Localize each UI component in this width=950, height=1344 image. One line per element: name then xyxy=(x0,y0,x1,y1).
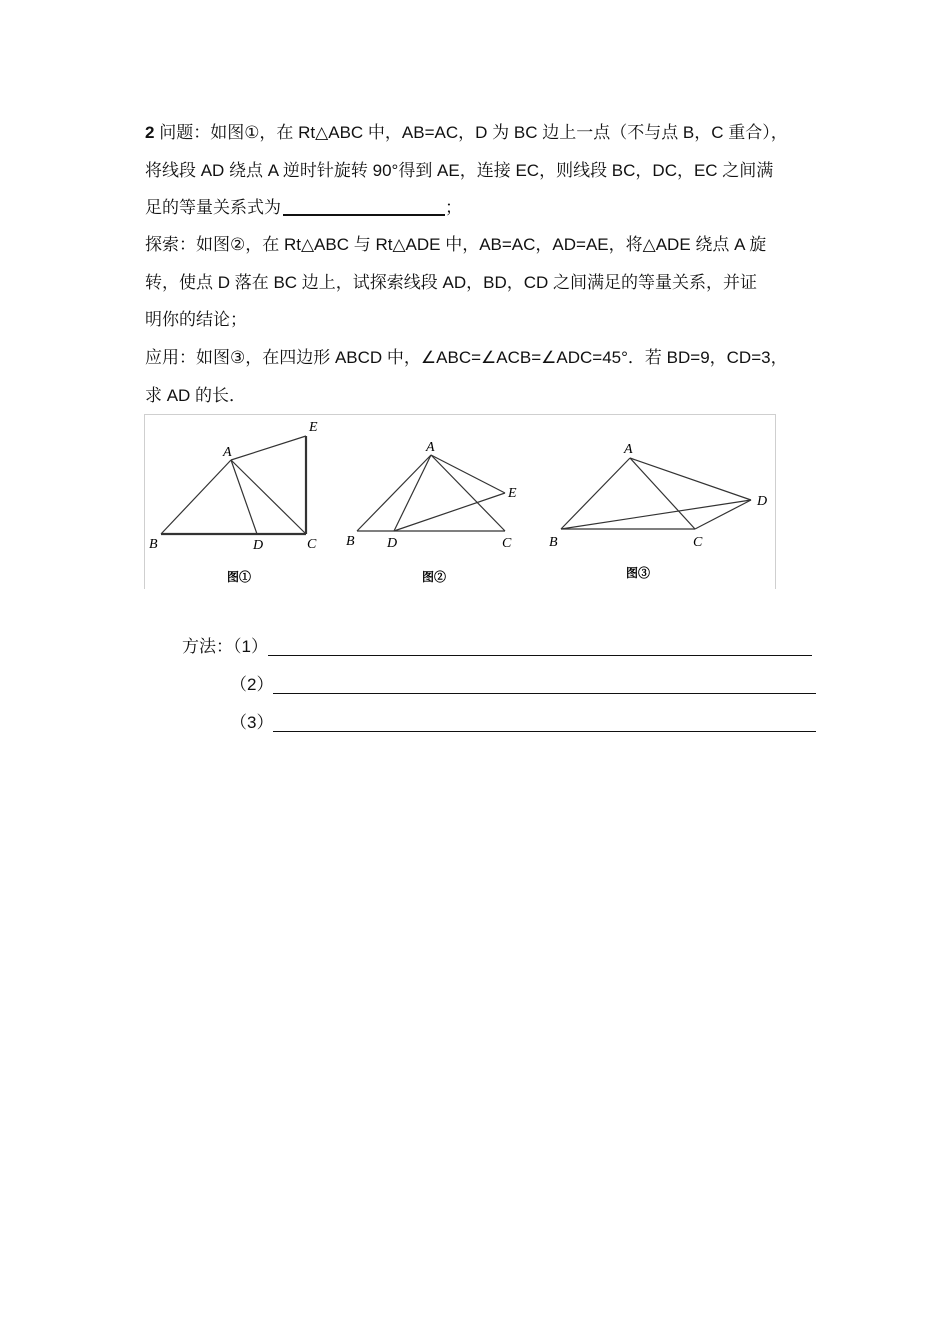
fig2-label-e: E xyxy=(508,486,517,501)
method-label-1: 方法：（1） xyxy=(182,637,268,656)
fig1-label-b: B xyxy=(149,537,158,552)
fig1-segment-ae xyxy=(231,436,306,460)
apply-paragraph xyxy=(145,339,810,414)
fig2-label-d: D xyxy=(387,536,398,551)
method-row-2 xyxy=(230,670,816,695)
fig1-segment-ab xyxy=(161,460,231,534)
problem-line-1 xyxy=(145,114,810,152)
fig2-label-b: B xyxy=(346,534,355,549)
method-row-1 xyxy=(182,632,812,657)
fig1-label-d: D xyxy=(253,538,264,553)
fig3-label-d: D xyxy=(757,494,768,509)
fig2-label-c: C xyxy=(502,536,512,551)
fig3-label-c: C xyxy=(693,535,703,550)
problem-text-3: 足的等量关系式为 xyxy=(145,198,281,217)
answer-blank[interactable] xyxy=(283,196,445,216)
fig1-segment-ad xyxy=(231,460,257,534)
fig1-label-c: C xyxy=(307,537,317,552)
fig3-caption: 图③ xyxy=(626,566,651,580)
fig1-label-e: E xyxy=(309,420,318,435)
explore-line-2: 转，使点 D 落在 BC 边上，试探索线段 AD，BD，CD 之间满足的等量关系，并证 xyxy=(145,272,758,292)
method-label-2: （2） xyxy=(230,675,274,694)
method-label-3: （3） xyxy=(230,713,274,732)
fig2-label-a: A xyxy=(426,440,435,455)
figures-panel xyxy=(144,414,776,589)
fig3-segment-ab xyxy=(561,458,630,529)
figure-1 xyxy=(161,436,306,534)
problem-text-3-end: ； xyxy=(445,198,462,217)
problem-paragraph xyxy=(145,114,810,227)
fig1-label-a: A xyxy=(223,445,232,460)
figure-3 xyxy=(561,458,751,529)
explore-line-3: 明你的结论； xyxy=(145,310,247,329)
problem-text-1: 问题：如图①，在 Rt△ABC 中，AB=AC，D 为 BC 边上一点（不与点 B，C 重合）， xyxy=(154,123,788,142)
explore-line-1: 探索：如图②，在 Rt△ABC 与 Rt△ADE 中，AB=AC，AD=AE，将△ADE 绕点 A 旋 xyxy=(145,235,767,254)
fig3-label-a: A xyxy=(624,442,633,457)
geometry-figures xyxy=(145,415,775,589)
method-answer-line-1[interactable] xyxy=(268,637,812,656)
fig2-segment-ab xyxy=(357,455,431,531)
problem-number: 2 xyxy=(145,123,155,142)
apply-line-1: 应用：如图③，在四边形 ABCD 中，∠ABC=∠ACB=∠ADC=45°．若 BD=9，CD=3， xyxy=(145,348,788,367)
method-answer-line-2[interactable] xyxy=(273,675,816,694)
fig3-label-b: B xyxy=(549,535,558,550)
method-row-3 xyxy=(230,708,816,733)
fig2-segment-ac xyxy=(431,455,505,531)
fig1-caption: 图① xyxy=(227,570,252,584)
method-answer-line-3[interactable] xyxy=(273,713,816,732)
fig2-caption: 图② xyxy=(422,570,447,584)
figure-2 xyxy=(357,455,505,531)
problem-line-2: 将线段 AD 绕点 A 逆时针旋转 90°得到 AE，连接 EC，则线段 BC，DC，EC 之间满 xyxy=(145,160,774,180)
apply-line-2: 求 AD 的长． xyxy=(145,385,247,405)
fig1-segment-ac xyxy=(231,460,306,534)
problem-line-3 xyxy=(145,189,810,227)
fig3-segment-ad xyxy=(630,458,751,500)
fig2-segment-ae xyxy=(431,455,505,493)
explore-paragraph xyxy=(145,226,810,339)
fig2-segment-de xyxy=(394,493,505,531)
